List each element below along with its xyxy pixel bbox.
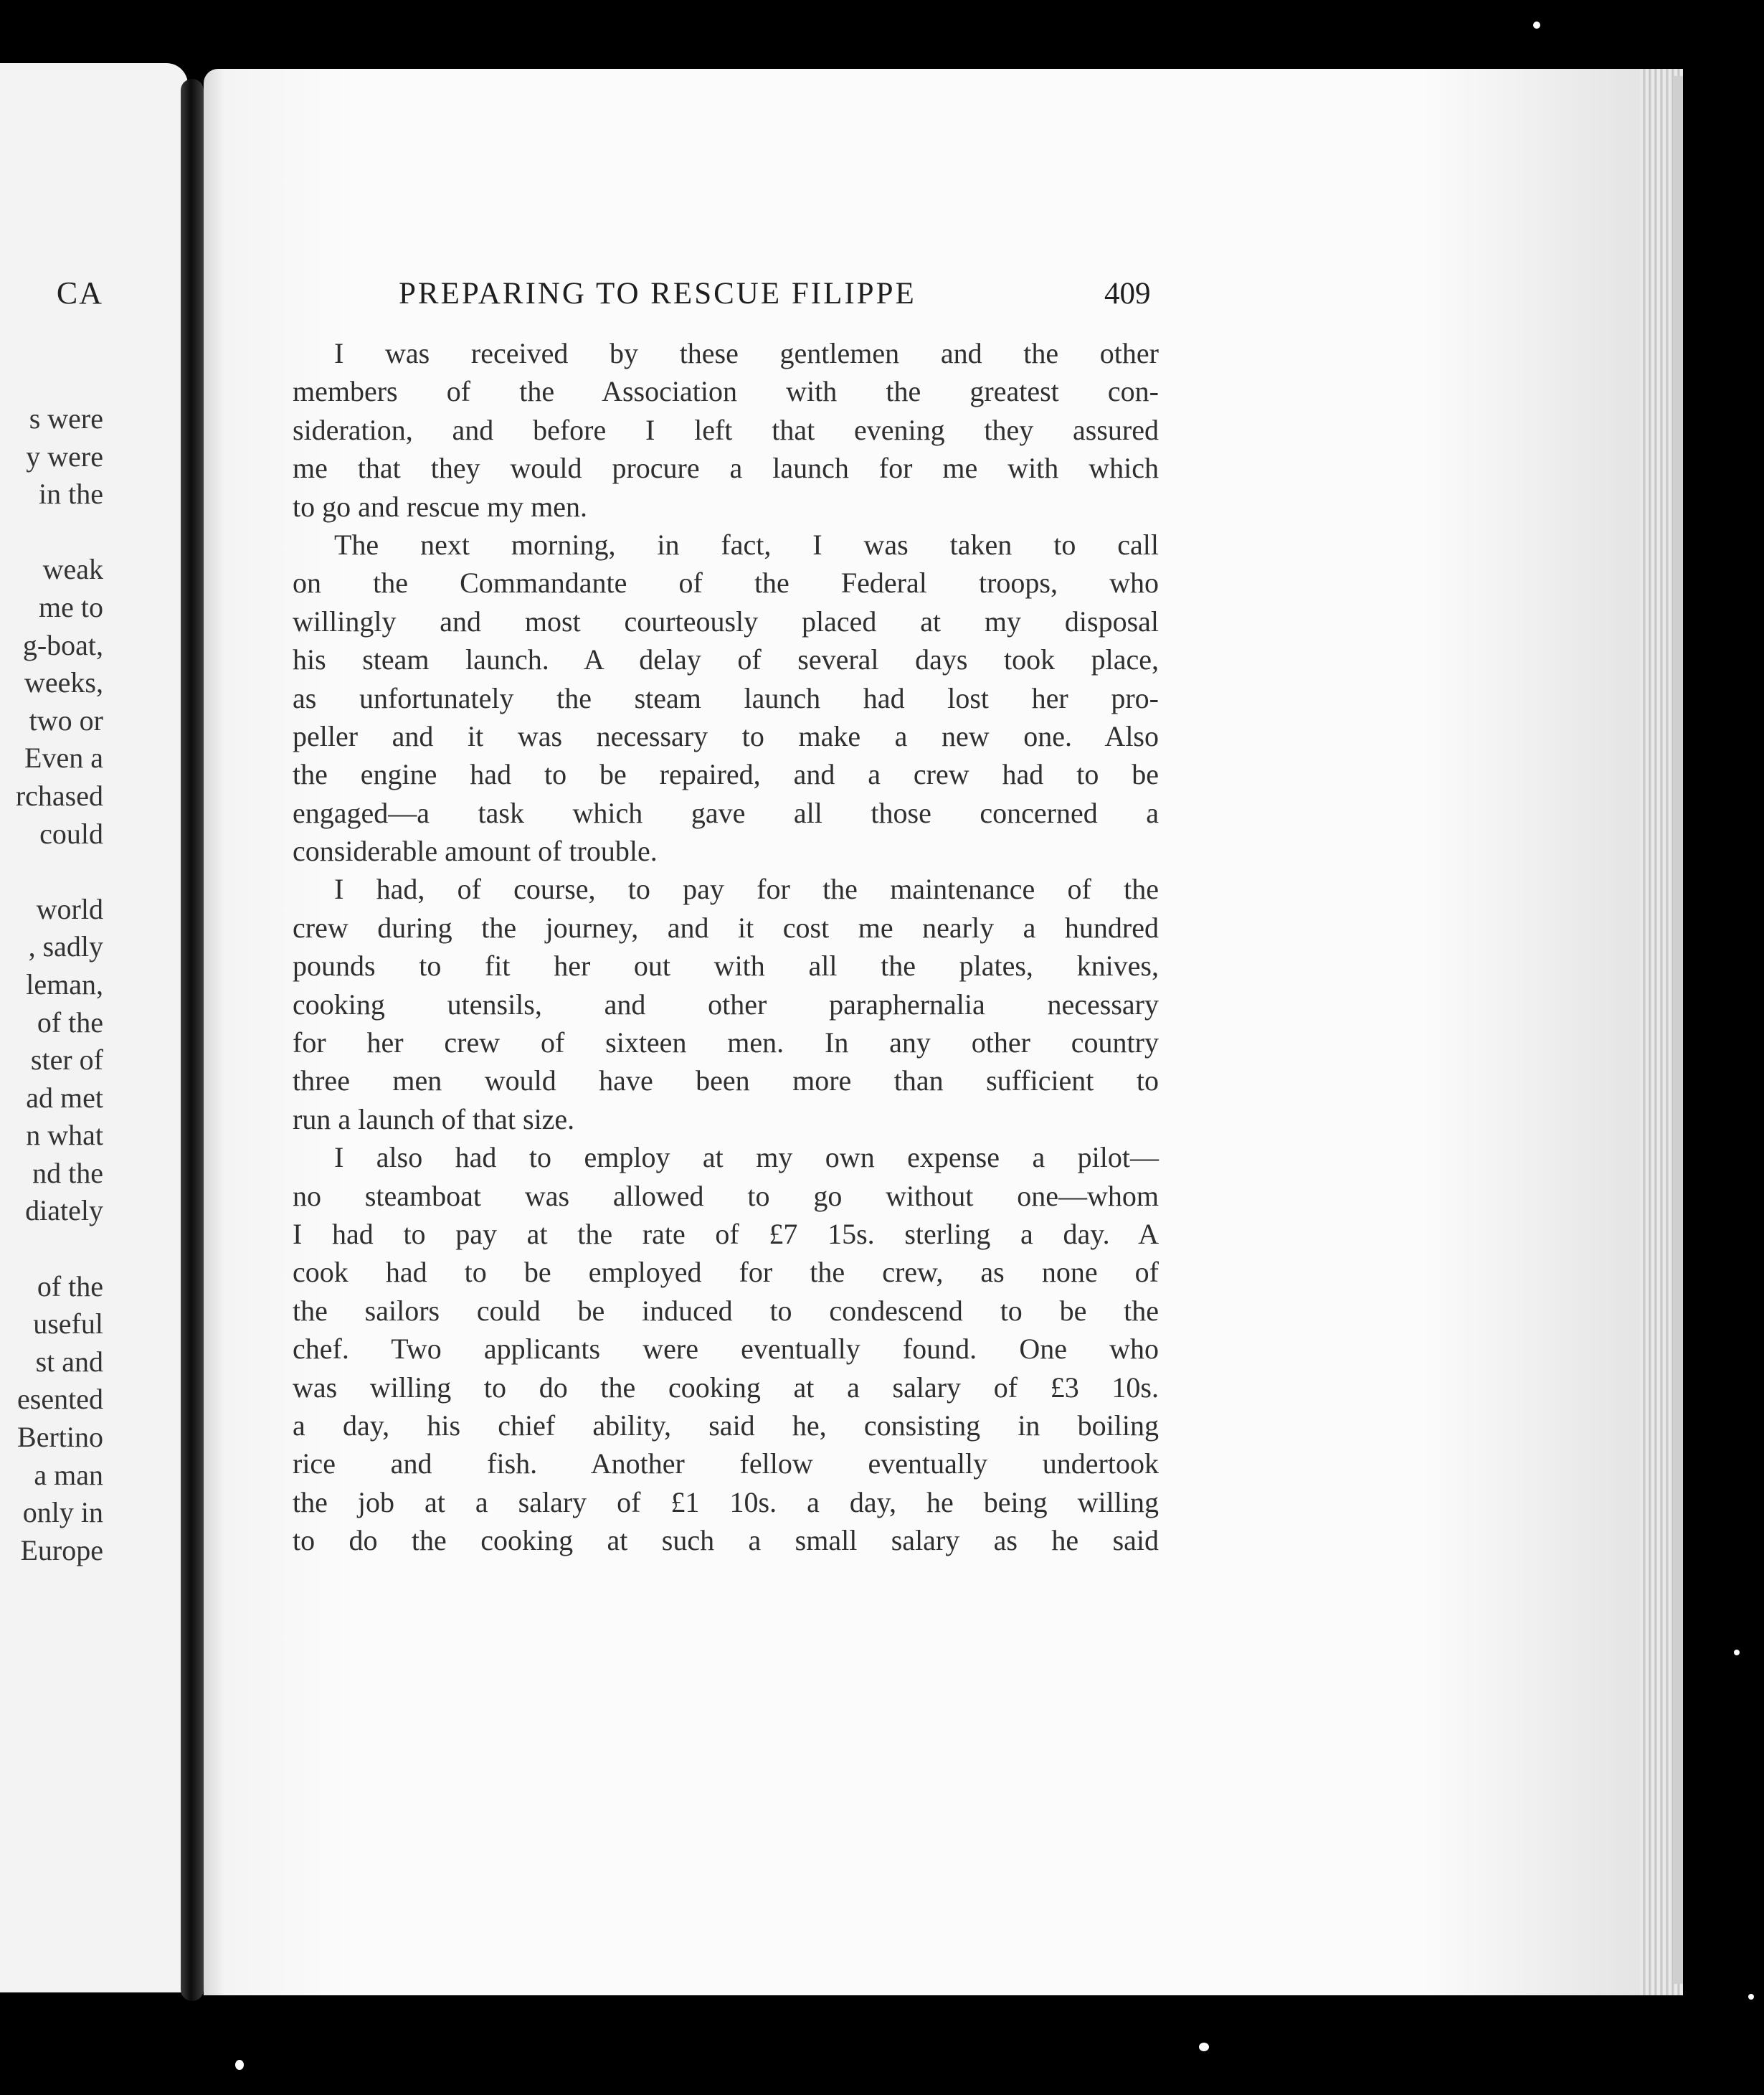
text-line: the job at a salary of £1 10s. a day, he being willing — [293, 1485, 1159, 1518]
text-line: me that they would procure a launch for me with which — [293, 452, 1159, 485]
text-line: rchased — [15, 779, 103, 812]
text-line: rice and fish. Another fellow eventually undertook — [293, 1447, 1159, 1480]
text-line: world — [36, 892, 103, 925]
text-line: willingly and most courteously placed at my disposal — [293, 605, 1159, 638]
book-gutter — [181, 79, 204, 2001]
text-line: was willing to do the cooking at a salary of £3 10s. — [293, 1371, 1159, 1404]
text-line: chef. Two applicants were eventually found. One who — [293, 1333, 1159, 1366]
text-line: I had to pay at the rate of £7 15s. sterling a day. A — [293, 1217, 1159, 1250]
text-line: cooking utensils, and other paraphernalia necessary — [293, 988, 1159, 1021]
text-line: weak — [42, 553, 103, 586]
text-line: members of the Association with the greatest con- — [293, 375, 1159, 408]
body-text — [293, 334, 1159, 1560]
text-line: leman, — [26, 968, 103, 1001]
text-line: The next morning, in fact, I was taken to call — [334, 528, 1159, 561]
text-line: crew during the journey, and it cost me nearly a hundred — [293, 911, 1159, 944]
text-line: ad met — [26, 1081, 103, 1114]
text-line: Europe — [20, 1533, 103, 1566]
text-line: cook had to be employed for the crew, as none of — [293, 1256, 1159, 1289]
text-line: no steamboat was allowed to go without one—whom — [293, 1179, 1159, 1212]
text-line: y were — [26, 440, 103, 473]
text-line: two or — [29, 704, 103, 737]
text-line: I also had to employ at my own expense a pilot— — [334, 1141, 1159, 1174]
text-line: n what — [26, 1119, 103, 1152]
text-line: Even a — [24, 742, 103, 775]
text-line: considerable amount of trouble. — [293, 835, 658, 868]
text-line: Bertino — [17, 1421, 103, 1454]
text-line: run a launch of that size. — [293, 1102, 575, 1135]
text-line: nd the — [32, 1156, 103, 1189]
running-head: PREPARING TO RESCUE FILIPPE — [399, 277, 916, 311]
left-page — [0, 63, 188, 1992]
dust-speck — [1748, 1994, 1754, 2000]
dust-speck — [235, 2060, 244, 2070]
text-line: of the — [37, 1006, 103, 1039]
text-line: the sailors could be induced to condescend to be the — [293, 1294, 1159, 1327]
text-line: useful — [33, 1307, 103, 1340]
dust-speck — [1533, 22, 1540, 29]
text-line: a day, his chief ability, said he, consisting in boiling — [293, 1409, 1159, 1442]
page-number: 409 — [1104, 277, 1151, 311]
text-line: for her crew of sixteen men. In any other country — [293, 1026, 1159, 1059]
text-line: s were — [29, 402, 103, 435]
text-line: st and — [35, 1345, 103, 1378]
text-line: ster of — [30, 1044, 103, 1077]
text-line: sideration, and before I left that evening they assured — [293, 413, 1159, 446]
text-line: g-boat, — [22, 628, 103, 661]
dust-speck — [1199, 2043, 1209, 2051]
text-line: to go and rescue my men. — [293, 490, 587, 523]
left-page-header-fragment: CA — [56, 275, 103, 311]
text-line: the engine had to be repaired, and a crew had to be — [293, 758, 1159, 791]
text-line — [16, 514, 103, 552]
page-edges — [1640, 69, 1683, 1995]
text-line: only in — [22, 1496, 103, 1529]
text-line — [16, 1230, 103, 1268]
text-line: his steam launch. A delay of several days took place, — [293, 643, 1159, 676]
text-line: peller and it was necessary to make a new one. Also — [293, 719, 1159, 752]
text-line: me to — [39, 590, 103, 623]
text-line: could — [39, 817, 103, 850]
text-line — [16, 853, 103, 891]
text-line: weeks, — [24, 666, 103, 699]
text-line: as unfortunately the steam launch had lost her pro- — [293, 681, 1159, 714]
text-line: three men would have been more than sufficient to — [293, 1064, 1159, 1097]
text-line: of the — [37, 1269, 103, 1302]
text-line: on the Commandante of the Federal troops, who — [293, 567, 1159, 600]
text-line: I had, of course, to pay for the maintenance of the — [334, 873, 1159, 906]
text-line: diately — [25, 1194, 103, 1227]
text-line: to do the cooking at such a small salary as he said — [293, 1524, 1159, 1557]
text-line: esented — [17, 1383, 103, 1416]
scan-border — [1683, 57, 1764, 2037]
dust-speck — [1734, 1650, 1740, 1655]
text-line: a man — [34, 1458, 103, 1491]
text-line: in the — [39, 478, 103, 511]
text-line: pounds to fit her out with all the plates, knives, — [293, 950, 1159, 983]
left-page-text — [16, 400, 103, 1569]
text-line: I was received by these gentlemen and the other — [334, 337, 1159, 369]
text-line: engaged—a task which gave all those concerned a — [293, 796, 1159, 829]
text-line: , sadly — [28, 930, 103, 963]
